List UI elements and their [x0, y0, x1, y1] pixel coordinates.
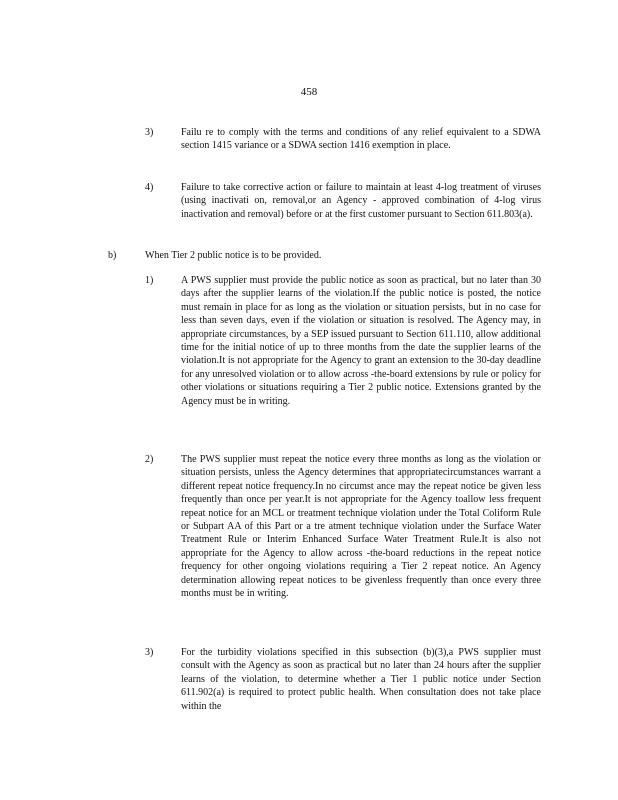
subitem-label: 3): [145, 647, 154, 658]
subitem-label: 1): [145, 275, 154, 286]
subitem-text: For the turbidity violations specified in this subsection (b)(3),a PWS supplier must consult with the Agency as soon as practical but no later than 24 hours after the supplier learns of the violation, to determine whether a Tier 1 public notice under Section 611.902(a) is required to protect public health. When consultation does not take place within the: [181, 647, 541, 712]
page-number: 458: [300, 86, 318, 98]
item-label: 4): [145, 182, 154, 193]
subitem-text: The PWS supplier must repeat the notice every three months as long as the violation or situation persists, unless the Agency determines that appropriatecircumstances warrant a different repeat notice frequency.In no circumst ance may the repeat notice be given less frequently than once per year.It is not appropriate for the Agency toallow less frequent repeat notice for an MCL or treatment technique violation under the Total Coliform Rule or Subpart AA of this Part or a tre atment technique violation under the Surface Water Treatment Rule or Interim Enhanced Surface Water Treatment Rule.It is also not appropriate for the Agency to allow across -the-board reductions in the repeat notice frequency for other ongoing violations requiring a Tier 2 repeat notice. An Agency determination allowing repeat notices to be givenless frequently than once every three months must be in writing.: [181, 454, 541, 600]
section-label: b): [108, 250, 117, 261]
item-text: Failu re to comply with the terms and conditions of any relief equivalent to a SDWA section 1415 variance or a SDWA section 1416 exemption in place.: [181, 127, 541, 152]
item-label: 3): [145, 127, 154, 138]
subitem-text: A PWS supplier must provide the public notice as soon as practical, but no later than 30 days after the supplier learns of the violation.If the public notice is posted, the notice must remain in place for as long as the violation or situation persists, but in no case for less than seven days, even if the violation or situation is resolved. The Agency may, in appropriate circumstances, by a SEP issued pursuant to Section 611.110, allow additional time for the initial notice of up to three months from the date the supplier learns of the violation.It is not appropriate for the Agency to grant an extension to the 30-day deadline for any unresolved violation or to allow across -the-board extensions by rule or policy for other violations or situations requiring a Tier 2 public notice. Extensions granted by the Agency must be in writing.: [181, 275, 541, 407]
subitem-label: 2): [145, 454, 154, 465]
section-heading: When Tier 2 public notice is to be provided.: [145, 250, 322, 261]
item-text: Failure to take corrective action or failure to maintain at least 4-log treatment of viruses (using inactivati on, removal,or an Agency - approved combination of 4-log virus inactivation and removal) before or at the first customer pursuant to Section 611.803(a).: [181, 182, 541, 220]
